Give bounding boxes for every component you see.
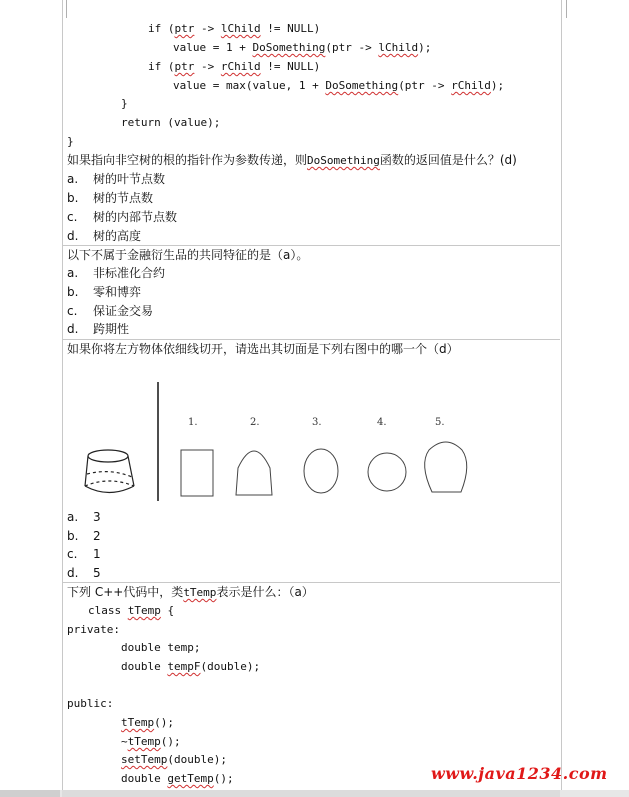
option-a: a. 树的叶节点数	[67, 172, 166, 186]
code-line: tTemp();	[121, 716, 174, 729]
option-d: d. 跨期性	[67, 322, 130, 336]
frustum-object	[85, 450, 134, 493]
code-line: if (ptr -> rChild != NULL)	[148, 60, 321, 73]
shape-egg	[425, 442, 467, 492]
shape-arch	[236, 451, 272, 495]
figure-label-1: 1.	[188, 417, 198, 428]
code-line: private:	[67, 623, 120, 636]
scrollbar-thumb[interactable]	[62, 790, 560, 797]
option-b: b. 2	[67, 529, 101, 543]
code-line: class tTemp {	[88, 604, 175, 617]
option-d: d. 树的高度	[67, 229, 142, 243]
code-line: double temp;	[121, 641, 201, 654]
corner-mark-left	[66, 0, 67, 18]
code-line: double getTemp();	[121, 772, 234, 785]
figure-label-5: 5.	[435, 417, 445, 428]
code-line: setTemp(double);	[121, 753, 227, 766]
shape-rectangle	[181, 450, 213, 496]
option-a: a. 非标准化合约	[67, 266, 166, 280]
code-line: value = max(value, 1 + DoSomething(ptr -> rChild);	[173, 79, 505, 92]
shape-ellipse	[304, 449, 338, 493]
option-d: d. 5	[67, 566, 101, 580]
question-1: 如果指向非空树的根的指针作为参数传递，则DoSomething函数的返回值是什么？(d)	[67, 153, 517, 167]
question-4: 下列 C++代码中，类tTemp表示是什么：（a）	[67, 585, 314, 599]
code-line: if (ptr -> lChild != NULL)	[148, 22, 321, 35]
code-line: }	[67, 135, 74, 148]
scrollbar-track	[0, 790, 60, 797]
figure-label-2: 2.	[250, 417, 260, 428]
figure-label-3: 3.	[312, 417, 322, 428]
code-line: double tempF(double);	[121, 660, 261, 673]
code-line: public:	[67, 697, 114, 710]
option-a: a. 3	[67, 510, 101, 524]
code-line: ~tTemp();	[121, 735, 181, 748]
watermark: www.java1234.com	[431, 764, 608, 783]
code-line: value = 1 + DoSomething(ptr -> lChild);	[173, 41, 432, 54]
question-2: 以下不属于金融衍生品的共同特征的是（a）。	[67, 248, 309, 262]
question-3: 如果你将左方物体依细线切开，请选出其切面是下列右图中的哪一个（d）	[67, 342, 459, 356]
shape-circle	[368, 453, 406, 491]
code-line: }	[121, 97, 128, 110]
page-margin-left	[62, 0, 63, 797]
option-c: c. 树的内部节点数	[67, 210, 178, 224]
option-b: b. 零和博弈	[67, 285, 142, 299]
option-c: c. 保证金交易	[67, 304, 154, 318]
option-c: c. 1	[67, 547, 101, 561]
corner-mark-right	[566, 0, 567, 18]
code-line: return (value);	[121, 116, 221, 129]
figure-label-4: 4.	[377, 417, 387, 428]
horizontal-scrollbar[interactable]	[0, 790, 629, 797]
option-b: b. 树的节点数	[67, 191, 154, 205]
cross-section-figure	[64, 356, 560, 508]
